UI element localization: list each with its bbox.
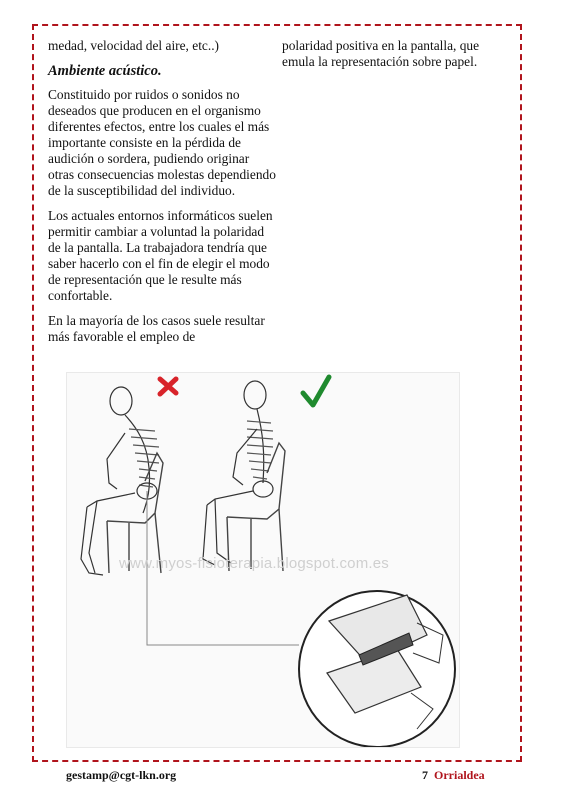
paragraph-2: Los actuales entornos informáticos suelen permitir cambiar a voluntad la polaridad de la pantalla. La trabajadora tendría que saber hacerlo con el fin de elegir el modo de representación que le resulte más confortable. bbox=[48, 208, 273, 303]
brand-label: Orrialdea bbox=[434, 768, 485, 782]
section-heading: Ambiente acústico. bbox=[48, 63, 162, 79]
left-column bbox=[48, 38, 276, 354]
paragraph-1: Constituido por ruidos o sonidos no deseados que producen en el organismo diferentes efectos, entre los cuales el más importante consiste en la pérdida de audición o sordera, pudiendo originar otras consecuencias molestas dependiendo de la susceptibilidad del individuo. bbox=[48, 87, 276, 198]
posture-illustration bbox=[66, 372, 460, 748]
upright-skeleton bbox=[203, 381, 273, 565]
continued-text: medad, velocidad del aire, etc..) bbox=[48, 38, 220, 53]
right-column bbox=[282, 38, 510, 79]
watermark: www.myos-fisioterapia.blogspot.com.es bbox=[119, 555, 390, 572]
check-icon bbox=[303, 377, 329, 405]
paragraph-right: polaridad positiva en la pantalla, que emula la representación sobre papel. bbox=[282, 38, 480, 69]
footer-email[interactable]: gestamp@cgt-lkn.org bbox=[66, 768, 177, 782]
cross-icon bbox=[160, 379, 176, 394]
magnified-vertebra bbox=[299, 591, 455, 747]
footer-page bbox=[422, 768, 485, 783]
paragraph-3: En la mayoría de los casos suele resultar más favorable el empleo de bbox=[48, 313, 265, 344]
page-number: 7 bbox=[422, 768, 428, 782]
